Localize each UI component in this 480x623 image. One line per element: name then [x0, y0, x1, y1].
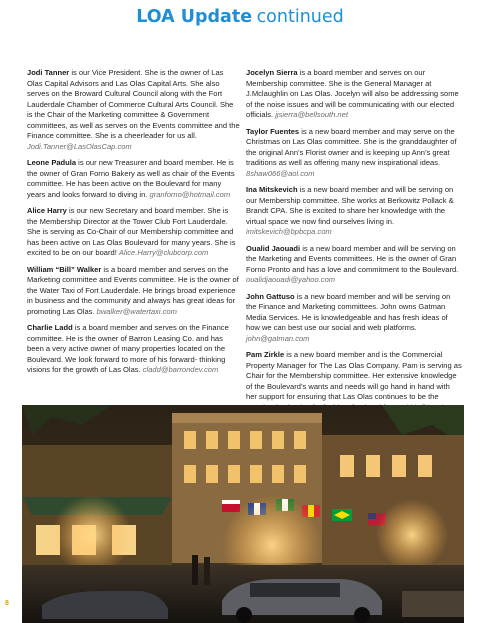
bio-ina-mitskevich	[246, 185, 462, 238]
bio-text: is a new board member and will be serving on the Finance and Marketing committees. John owns Gatman Media Services. He is knowledgeable and has fresh ideas of how we can best use our social and web platforms.	[246, 291, 451, 332]
bio-taylor-fuentes	[246, 127, 462, 180]
bio-text: is a board member and serves on our Membership committee. She is the General Manager at J.Mclaughlin on Las Olas. Jocelyn will also be addressing some of the noise issues and will be communicating with our elected officials.	[246, 68, 459, 119]
street-photo-illustration	[22, 405, 464, 623]
header-title: LOA Update	[136, 7, 253, 27]
bio-bill-walker	[27, 265, 240, 318]
bio-name: Ina Mitskevich	[246, 185, 298, 194]
bio-leone-padula	[27, 158, 240, 200]
bio-name: Jocelyn Sierra	[246, 68, 298, 77]
bio-email: imitskevich@bpbcpa.com	[246, 227, 332, 236]
bio-name: Leone Padula	[27, 158, 77, 167]
bio-text: is a new board member and may serve on the Christmas on Las Olas committee. She is the granddaughter of the original Ann’s Florist owner and is keeping up Ann’s great traditions as well as offering many new inspirational ideas.	[246, 126, 457, 167]
bio-text: is our new Treasurer and board member. He is the owner of Gran Forno Bakery as well as chair of the Events committee. He has been active on the Boulevard for many years and looks forward to diving in.	[27, 158, 235, 199]
right-column	[246, 68, 462, 419]
bio-text: is a new board member and is the Commercial Property Manager for The Las Olas Company. Pam is serving as Chair for the Membership committee. Her extensive knowledge of the Boulevard’s wants and needs will go hand in hand with her support for ensuring that Las Olas continues to be the	[246, 350, 462, 401]
left-column	[27, 68, 240, 382]
bio-email: john@gatman.com	[246, 333, 310, 343]
bio-email: oualidjaouadi@yahoo.com	[246, 275, 336, 284]
bio-email: Jodi.Tanner@LasOlasCap.com	[27, 141, 132, 151]
bio-email: granforno@hotmail.com	[149, 189, 231, 199]
street-night-photo	[22, 405, 464, 623]
bio-text: is a new board member and will be serving on the Marketing and Events committees. He is the owner of Gran Forno Pronto and has a love and commitment to the Boulevard.	[246, 243, 459, 274]
bio-name: Charlie Ladd	[27, 323, 73, 332]
bio-pam-zirkle	[246, 350, 462, 413]
page-number: 8	[5, 600, 9, 607]
bio-name: William “Bill” Walker	[27, 264, 102, 274]
bio-charlie-ladd	[27, 323, 240, 376]
bio-text: is a board member and serves on the Finance committee. He is the owner of Barron Leasing Co. and has been a very active owner of many properties located on the Boulevard. We look forward to more of his forward- thinking visions for the growth of Las Olas.	[27, 323, 229, 374]
bio-text: is a board member and serves on the Marketing committee and Events committee. He is the owner of the Water Taxi of Fort Lauderdale. He brings broad experience in business and the community and always has great ideas for promoting Las Olas.	[27, 264, 239, 316]
bio-text: is a new board member and will be serving on our Membership committee. She works at Berkowitz Pollack & Brandt CPA. She is excited to share her knowledge with the virtual space we now find ourselves living in.	[246, 185, 454, 226]
bio-jocelyn-sierra	[246, 68, 462, 121]
bio-email: 8shaw066@aol.com	[246, 168, 315, 178]
header-subtitle: continued	[256, 7, 344, 27]
bio-name: Alice Harry	[27, 206, 67, 215]
bio-name: Taylor Fuentes	[246, 126, 300, 136]
bio-name: John Gattuso	[246, 291, 295, 301]
bio-oualid-jaouadi	[246, 244, 462, 286]
bio-name: Pam Zirkle	[246, 350, 285, 359]
bio-jodi-tanner	[27, 68, 240, 152]
bio-email: jjsierra@bellsouth.net	[275, 110, 348, 119]
bio-email: Alice.Harry@clubcorp.com	[118, 248, 209, 257]
bio-email: bwalker@watertaxi.com	[96, 306, 177, 316]
bio-text: is our new Secretary and board member. She is the Membership Director at the Tower Club Fort Lauderdale. She is serving as Co-Chair of our Membership committee and has been active on Las Olas Boulevard for many years. She is excited to be on our board!	[27, 206, 236, 257]
bio-john-gattuso	[246, 292, 462, 345]
bio-alice-harry	[27, 206, 240, 259]
bio-email: cladd@barrondev.com	[142, 365, 219, 374]
page-header	[0, 7, 480, 27]
bio-name: Oualid Jaouadi	[246, 243, 301, 253]
bio-name: Jodi Tanner	[27, 68, 70, 77]
bio-text: is our Vice President. She is the owner of Las Olas Capital Advisors and Las Olas Capital Arts. She also serves on the Broward Cultural Council along with the Fort Lauderdale Chamber of Commerce Cultural Arts Council. She is the Chair of the Marketing committee & Government committees, as well as serves on the Events committee and the Finance committee. She is a cheerleader for us all.	[27, 68, 240, 140]
